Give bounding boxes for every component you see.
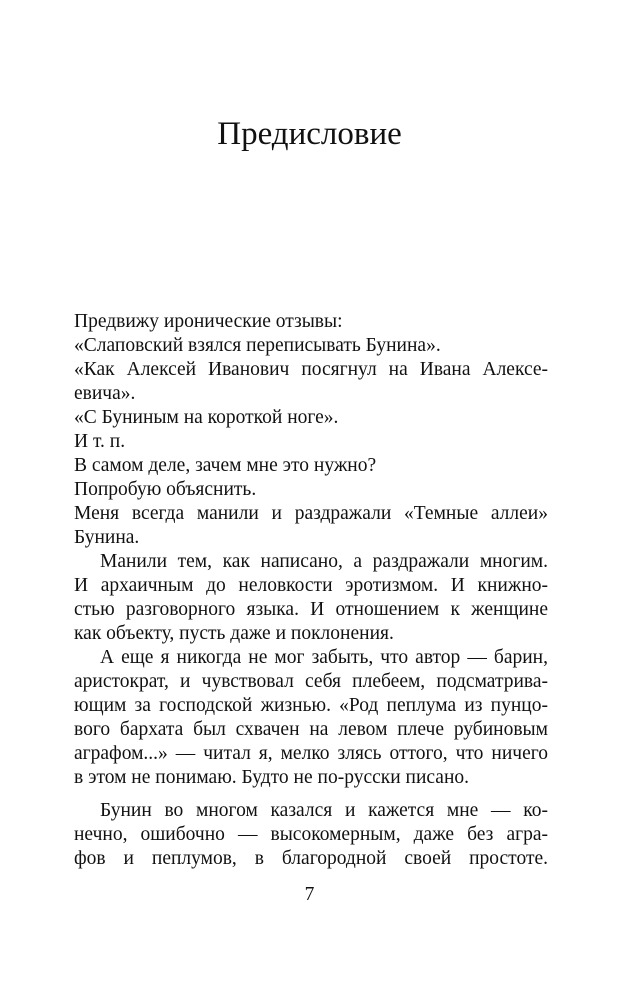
text-line: евича».: [74, 383, 136, 404]
text-line: И архаичным до неловкости эротизмом. И книжно-: [74, 575, 548, 596]
text-line: фов и пеплумов, в благородной своей простоте.: [74, 848, 548, 869]
text-line: Бунин во многом казался и кажется мне — ко-: [100, 800, 548, 821]
text-line: как объекту, пусть даже и поклонения.: [74, 623, 394, 644]
text-line: Бунина.: [74, 527, 140, 548]
text-line: Предвижу иронические отзывы:: [74, 311, 343, 332]
body-text: [74, 310, 548, 871]
text-line: И т. п.: [74, 431, 126, 452]
page-number: 7: [304, 884, 315, 905]
text-line: «С Буниным на короткой ноге».: [74, 407, 339, 428]
page-title: Предисловие: [217, 116, 402, 152]
text-line: Меня всегда манили и раздражали «Темные аллеи»: [74, 503, 548, 524]
text-line: вого бархата был схвачен на левом плече рубиновым: [74, 719, 548, 740]
text-line: В самом деле, зачем мне это нужно?: [74, 455, 377, 476]
text-line: Попробую объяснить.: [74, 479, 257, 500]
text-line: ющим за господской жизнью. «Род пеплума из пунцо-: [74, 695, 548, 716]
text-line: нечно, ошибочно — высокомерным, даже без агра-: [74, 824, 548, 845]
text-line: аристократ, и чувствовал себя плебеем, подсматрива-: [74, 671, 548, 692]
text-line: Манили тем, как написано, а раздражали многим.: [100, 551, 548, 572]
text-line: «Слаповский взялся переписывать Бунина».: [74, 335, 441, 356]
text-line: А еще я никогда не мог забыть, что автор — барин,: [100, 647, 548, 668]
text-line: аграфом...» — читал я, мелко злясь оттого, что ничего: [74, 743, 548, 764]
text-line: в этом не понимаю. Будто не по-русски писано.: [74, 767, 470, 788]
text-line: стью разговорного языка. И отношением к женщине: [74, 599, 548, 620]
text-line: «Как Алексей Иванович посягнул на Ивана Алексе-: [74, 359, 548, 380]
